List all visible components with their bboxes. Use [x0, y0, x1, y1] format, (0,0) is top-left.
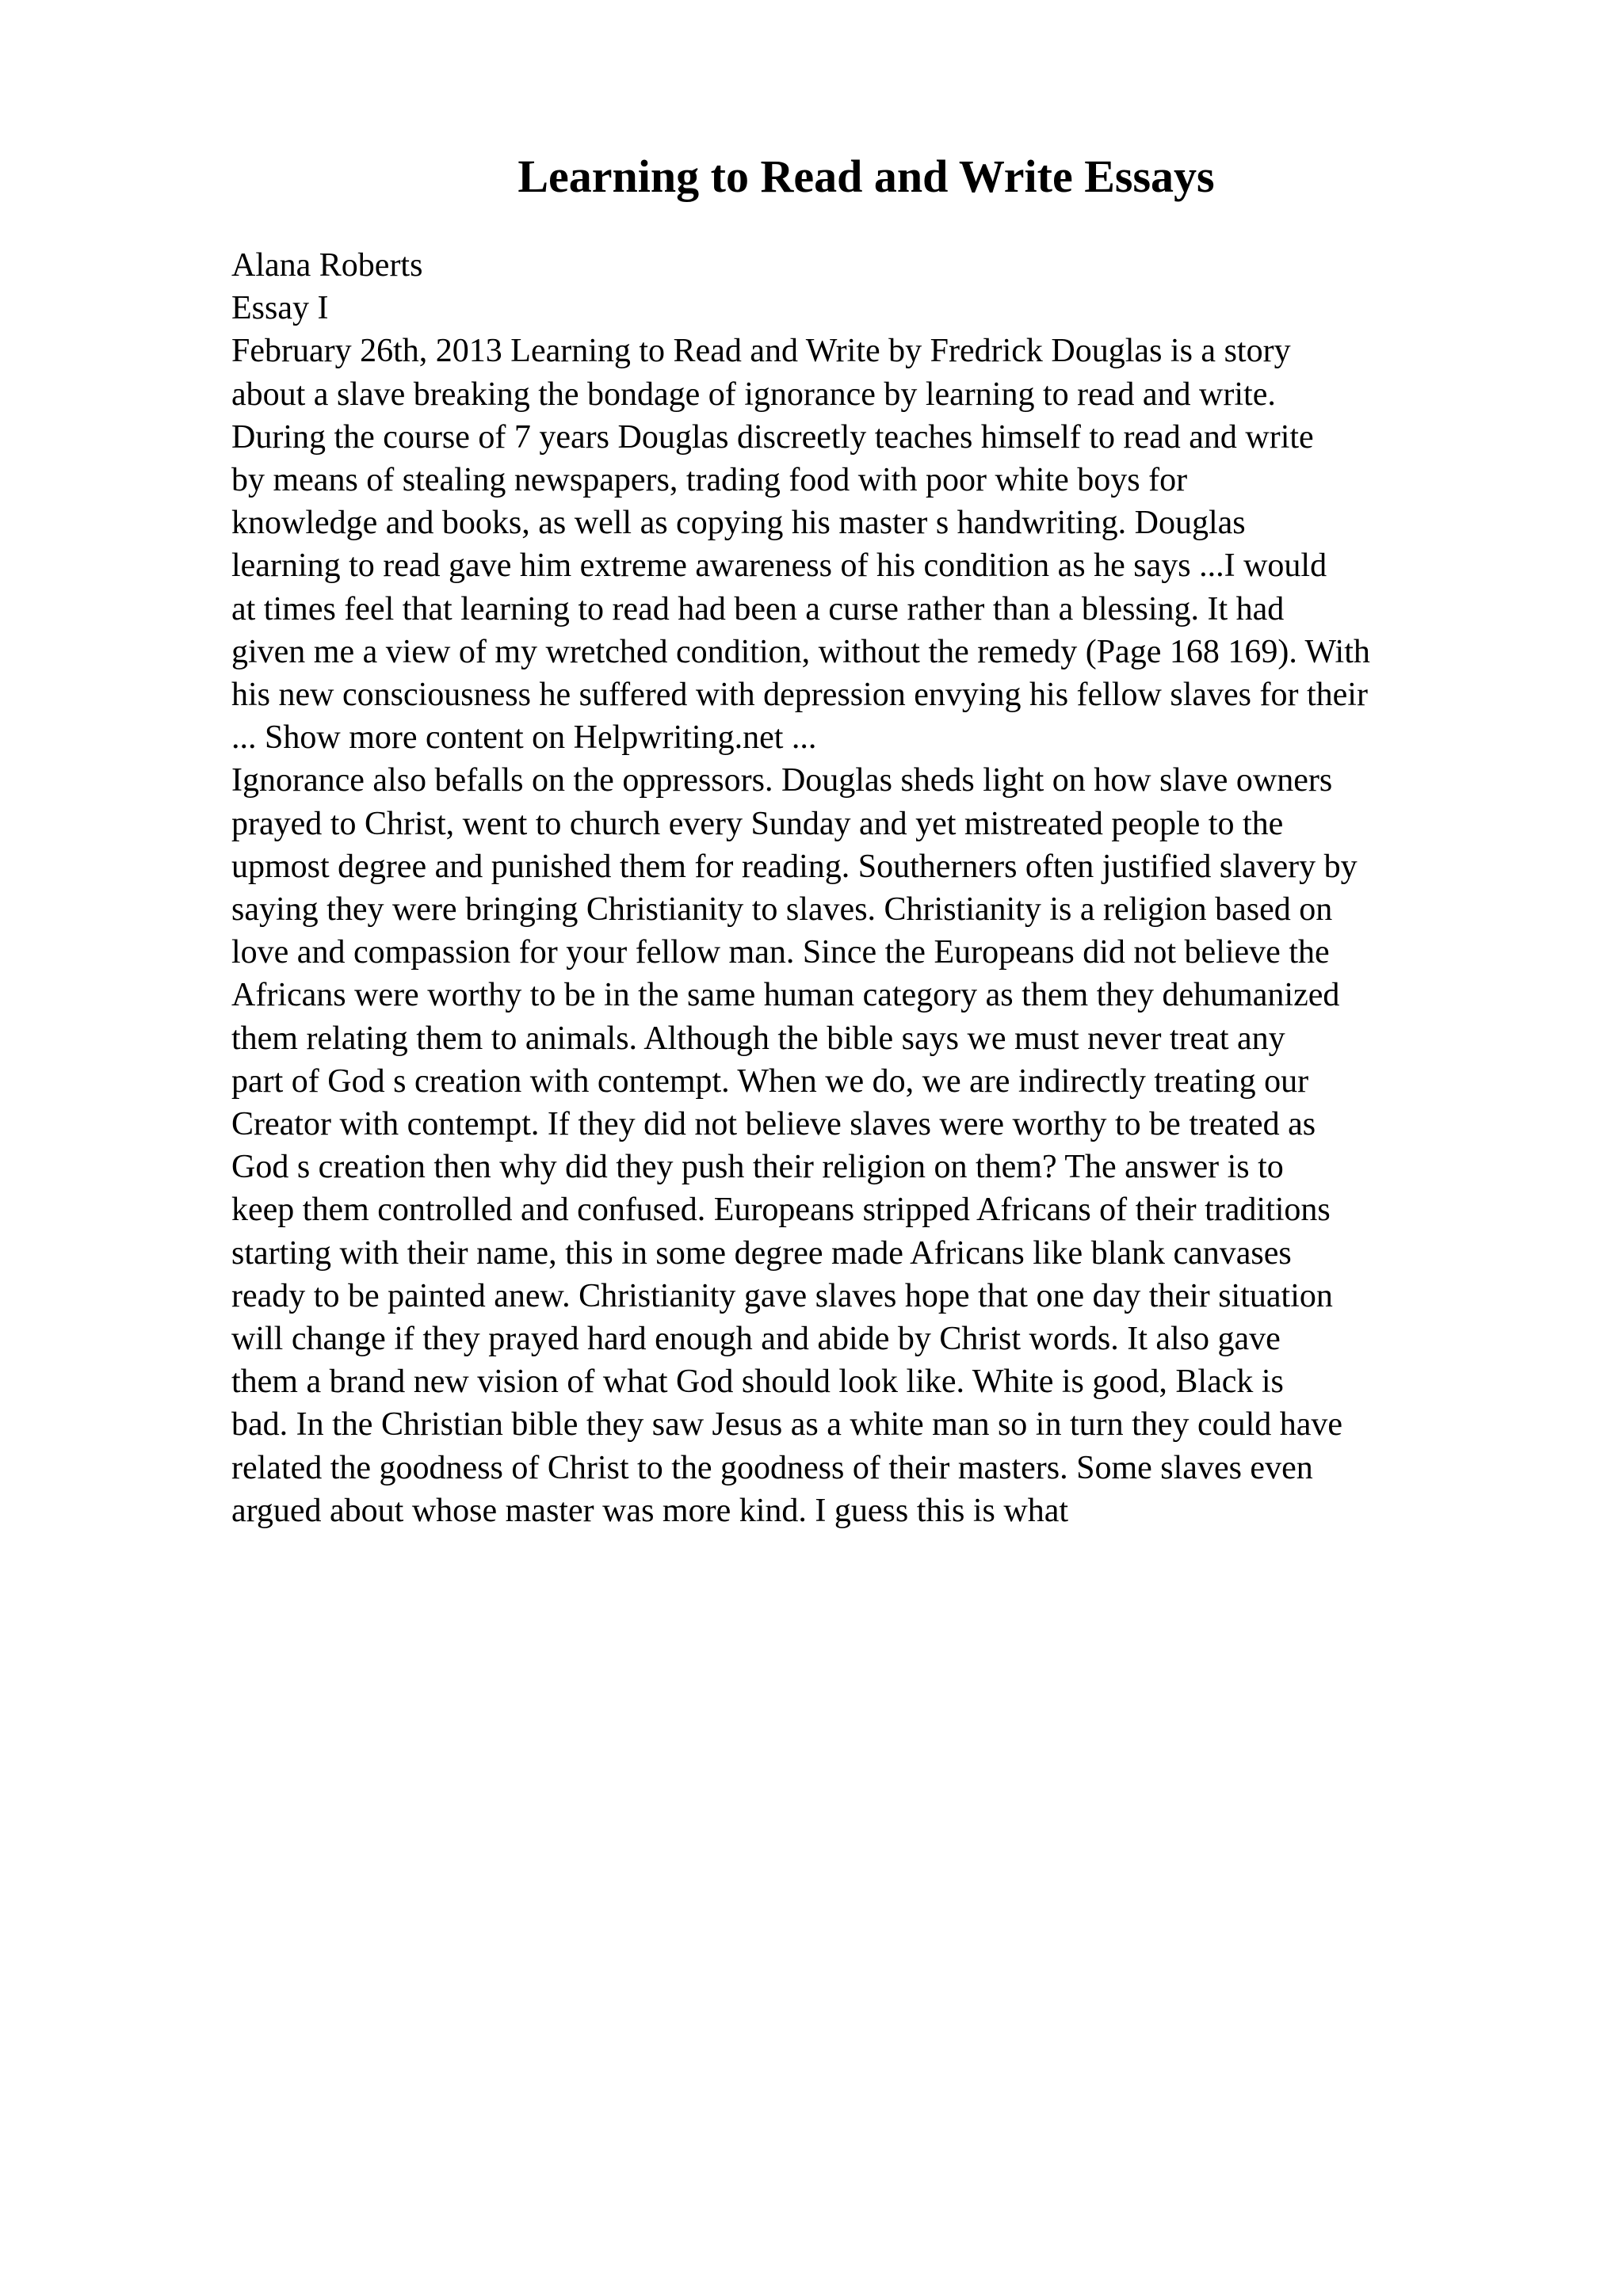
text-line: God s creation then why did they push their religion on them? The answer is to	[231, 1149, 1284, 1186]
text-line: prayed to Christ, went to church every Sunday and yet mistreated people to the	[231, 805, 1284, 842]
text-line: them relating them to animals. Although the bible says we must never treat any	[231, 1020, 1285, 1057]
document-title: Learning to Read and Write Essays	[517, 151, 1215, 202]
text-line: Essay I	[231, 290, 329, 327]
text-line: them a brand new vision of what God should look like. White is good, Black is	[231, 1363, 1284, 1401]
text-line: keep them controlled and confused. Europeans stripped Africans of their traditions	[231, 1192, 1331, 1229]
text-line: will change if they prayed hard enough and abide by Christ words. It also gave	[231, 1321, 1281, 1358]
text-line: part of God s creation with contempt. When we do, we are indirectly treating our	[231, 1062, 1309, 1100]
text-line: learning to read gave him extreme awareness of his condition as he says ...I would	[231, 547, 1327, 585]
text-line: knowledge and books, as well as copying his master s handwriting. Douglas	[231, 505, 1246, 542]
text-line: During the course of 7 years Douglas discreetly teaches himself to read and write	[231, 418, 1314, 456]
text-line: love and compassion for your fellow man. Since the Europeans did not believe the	[231, 934, 1330, 971]
text-line: Africans were worthy to be in the same human category as them they dehumanized	[231, 977, 1340, 1014]
text-line: starting with their name, this in some degree made Africans like blank canvases	[231, 1234, 1292, 1272]
text-line: at times feel that learning to read had been a curse rather than a blessing. It had	[231, 590, 1285, 627]
text-line: ... Show more content on Helpwriting.net ...	[231, 719, 817, 757]
text-line: Ignorance also befalls on the oppressors. Douglas sheds light on how slave owners	[231, 762, 1333, 799]
text-line: bad. In the Christian bible they saw Jesus as a white man so in turn they could have	[231, 1406, 1343, 1444]
text-line: about a slave breaking the bondage of ignorance by learning to read and write.	[231, 376, 1276, 413]
text-line: Alana Roberts	[231, 247, 423, 284]
text-line: saying they were bringing Christianity to slaves. Christianity is a religion based on	[231, 891, 1333, 929]
text-line: argued about whose master was more kind. I guess this is what	[231, 1492, 1069, 1529]
text-line: given me a view of my wretched condition, without the remedy (Page 168 169). With	[231, 633, 1370, 670]
text-line: his new consciousness he suffered with depression envying his fellow slaves for their	[231, 677, 1368, 714]
text-line: upmost degree and punished them for reading. Southerners often justified slavery by	[231, 848, 1358, 885]
text-line: Creator with contempt. If they did not believe slaves were worthy to be treated as	[231, 1106, 1316, 1143]
text-line: February 26th, 2013 Learning to Read and Write by Fredrick Douglas is a story	[231, 333, 1291, 370]
text-line: ready to be painted anew. Christianity gave slaves hope that one day their situation	[231, 1277, 1333, 1314]
text-line: by means of stealing newspapers, trading food with poor white boys for	[231, 462, 1188, 499]
text-line: related the goodness of Christ to the goodness of their masters. Some slaves even	[231, 1449, 1313, 1486]
essay-body	[231, 244, 1594, 1532]
